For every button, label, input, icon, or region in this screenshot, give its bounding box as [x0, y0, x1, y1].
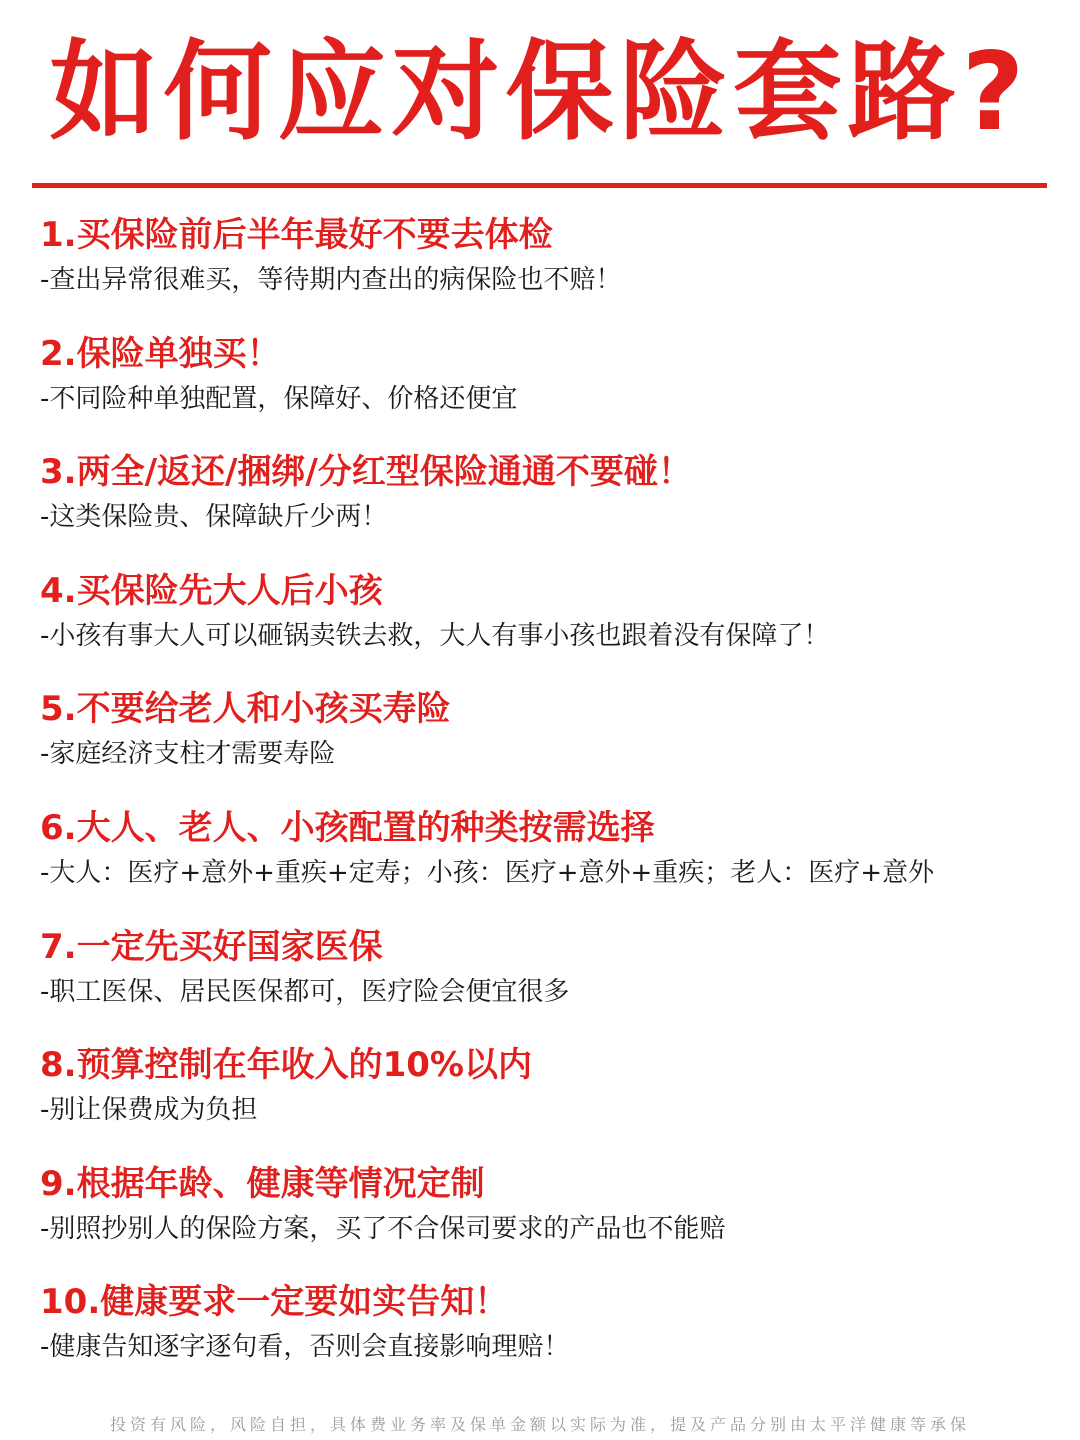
tip-description: -这类保险贵、保障缺斤少两！: [40, 502, 388, 533]
tip-item-3: [40, 447, 1050, 566]
tip-heading: 7.一定先买好国家医保: [40, 926, 383, 967]
tip-item-2: [40, 329, 1050, 448]
tips-list: [40, 210, 1050, 1396]
tip-heading: 10.健康要求一定要如实告知！: [40, 1282, 509, 1323]
tip-heading: 5.不要给老人和小孩买寿险: [40, 689, 451, 730]
tip-description: -别让保费成为负担: [40, 1095, 258, 1126]
title-divider: [32, 183, 1047, 188]
tip-item-1: [40, 210, 1050, 329]
tip-item-5: [40, 684, 1050, 803]
tip-description: -不同险种单独配置，保障好、价格还便宜: [40, 383, 518, 414]
tip-item-4: [40, 566, 1050, 685]
tip-item-6: [40, 803, 1050, 922]
page-title: 如何应对保险套路?: [49, 30, 1031, 155]
tip-heading: 9.根据年龄、健康等情况定制: [40, 1163, 485, 1204]
tip-description: -别照抄别人的保险方案，买了不合保司要求的产品也不能赔: [40, 1213, 726, 1244]
tip-description: -健康告知逐字逐句看，否则会直接影响理赔！: [40, 1332, 570, 1363]
tip-heading: 8.预算控制在年收入的10%以内: [40, 1045, 532, 1086]
tip-heading: 4.买保险先大人后小孩: [40, 570, 383, 611]
tip-heading: 2.保险单独买！: [40, 333, 281, 374]
tip-item-8: [40, 1040, 1050, 1159]
tip-description: -查出异常很难买，等待期内查出的病保险也不赔！: [40, 265, 622, 295]
tip-description: -大人：医疗+意外+重疾+定寿；小孩：医疗+意外+重疾；老人：医疗+意外: [40, 857, 935, 888]
tip-heading: 6.大人、老人、小孩配置的种类按需选择: [40, 807, 655, 848]
disclaimer-text: 投资有风险，风险自担，具体费业务率及保单金额以实际为准，提及产品分别由太平洋健康等承保: [109, 1415, 970, 1434]
tip-item-7: [40, 922, 1050, 1041]
tip-description: -职工医保、居民医保都可，医疗险会便宜很多: [40, 976, 570, 1007]
tip-description: -家庭经济支柱才需要寿险: [40, 739, 336, 770]
tip-heading: 3.两全/返还/捆绑/分红型保险通通不要碰！: [40, 452, 692, 493]
tip-heading: 1.买保险前后半年最好不要去体检: [40, 215, 553, 255]
tip-description: -小孩有事大人可以砸锅卖铁去救，大人有事小孩也跟着没有保障了！: [40, 620, 830, 651]
tip-item-10: [40, 1277, 1050, 1396]
tip-item-9: [40, 1159, 1050, 1278]
